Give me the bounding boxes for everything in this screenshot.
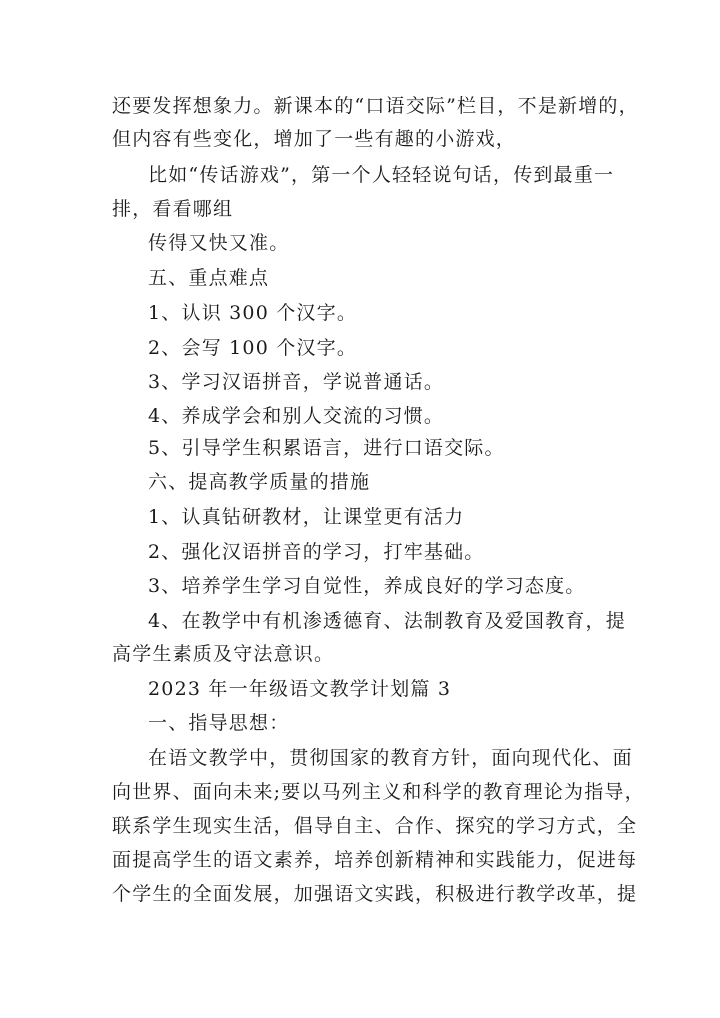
- body-text-line: 向世界、面向未来;要以马列主义和科学的教育理论为指导，: [112, 781, 645, 803]
- list-item: 1、认识 300 个汉字。: [148, 302, 358, 324]
- body-text-line: 排，看看哪组: [112, 198, 234, 220]
- body-text-line: 面提高学生的语文素养，培养创新精神和实践能力，促进每: [112, 849, 638, 871]
- body-text-line: 个学生的全面发展，加强语文实践，积极进行教学改革，提: [112, 883, 638, 905]
- body-text-line: 比如“传话游戏”，第一个人轻轻说句话，传到最重一: [148, 164, 615, 186]
- body-text-line: 但内容有些变化，增加了一些有趣的小游戏，: [112, 128, 517, 150]
- list-item: 5、引导学生积累语言，进行口语交际。: [148, 437, 505, 459]
- list-item: 4、养成学会和别人交流的习惯。: [148, 405, 445, 427]
- list-item: 2、会写 100 个汉字。: [148, 337, 358, 359]
- list-item: 1、认真钻研教材，让课堂更有活力: [148, 506, 465, 528]
- body-text-line: 还要发挥想象力。新课本的“口语交际”栏目，不是新增的，: [112, 95, 639, 117]
- document-title: 2023 年一年级语文教学计划篇 3: [148, 678, 452, 700]
- section-heading: 一、指导思想：: [148, 712, 290, 734]
- section-heading: 六、提高教学质量的措施: [148, 471, 371, 493]
- list-item: 3、学习汉语拼音，学说普通话。: [148, 371, 445, 393]
- body-text-line: 传得又快又准。: [148, 232, 290, 254]
- list-item: 4、在教学中有机渗透德育、法制教育及爱国教育，提: [148, 610, 626, 632]
- body-text-line: 联系学生现实生活，倡导自主、合作、探究的学习方式，全: [112, 815, 638, 837]
- body-text-line: 高学生素质及守法意识。: [112, 643, 335, 665]
- section-heading: 五、重点难点: [148, 267, 270, 289]
- list-item: 2、强化汉语拼音的学习，打牢基础。: [148, 541, 485, 563]
- list-item: 3、培养学生学习自觉性，养成良好的学习态度。: [148, 575, 586, 597]
- body-text-line: 在语文教学中，贯彻国家的教育方针，面向现代化、面: [148, 747, 633, 769]
